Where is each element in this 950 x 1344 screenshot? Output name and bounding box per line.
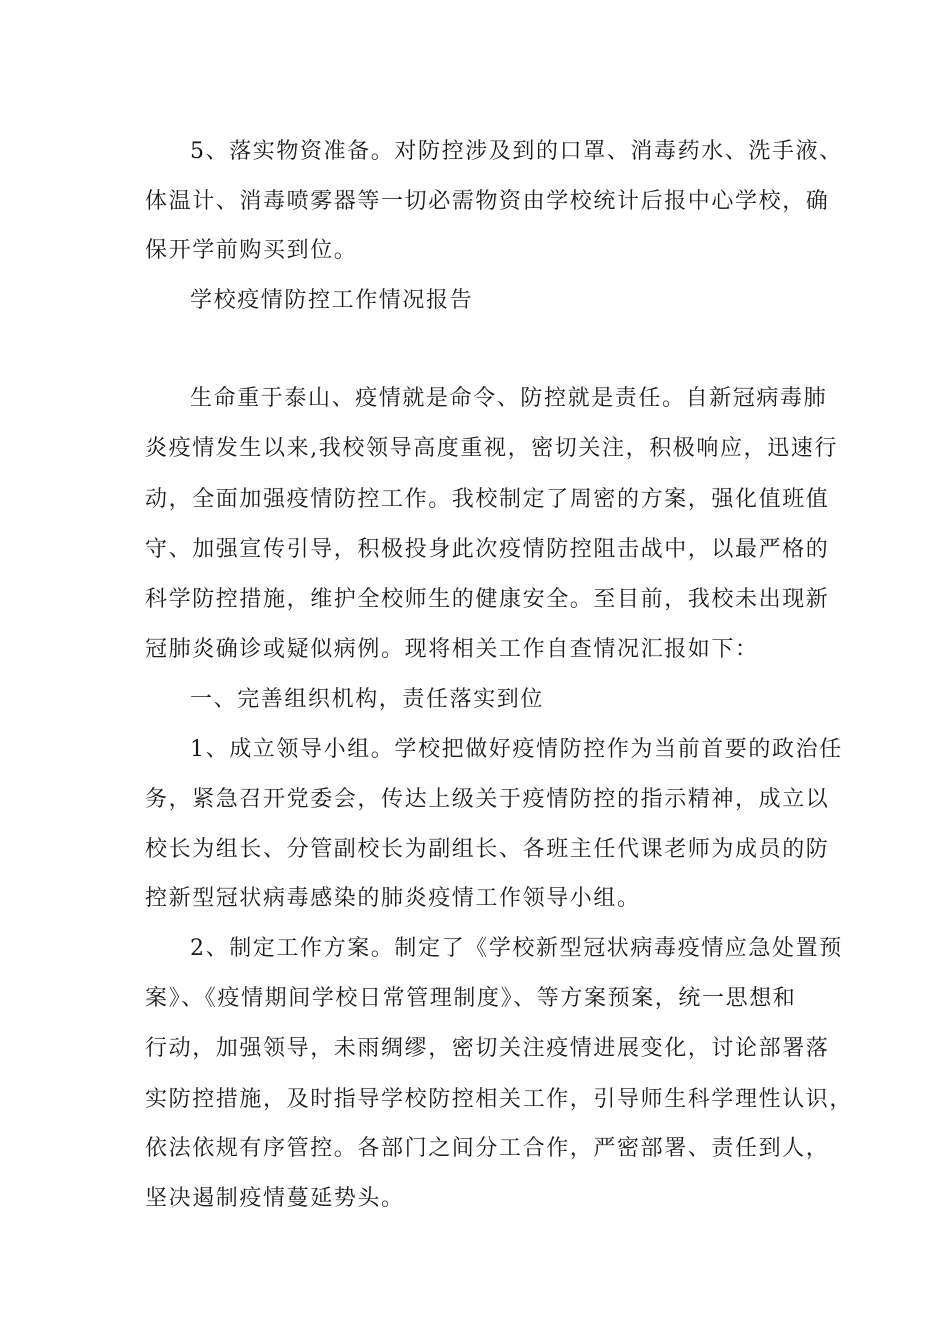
text-line: 生命重于泰山、疫情就是命令、防控就是责任。自新冠病毒肺 bbox=[190, 386, 828, 411]
text-line: 实防控措施，及时指导学校防控相关工作，引导师生科学理性认识， bbox=[145, 1087, 854, 1112]
text-line: 控新型冠状病毒感染的肺炎疫情工作领导小组。 bbox=[145, 886, 641, 911]
text-line: 务，紧急召开党委会，传达上级关于疫情防控的指示精神，成立以 bbox=[145, 787, 830, 812]
text-line: 保开学前购买到位。 bbox=[145, 238, 358, 263]
text-line: 坚决遏制疫情蔓延势头。 bbox=[145, 1186, 405, 1211]
text-line: 冠肺炎确诊或疑似病例。现将相关工作自查情况汇报如下： bbox=[145, 637, 759, 662]
text-line: 动，全面加强疫情防控工作。我校制定了周密的方案，强化值班值 bbox=[145, 487, 830, 512]
text-line: 行动，加强领导，未雨绸缪，密切关注疫情进展变化，讨论部署落 bbox=[145, 1036, 830, 1061]
text-line: 1、成立领导小组。学校把做好疫情防控作为当前首要的政治任 bbox=[190, 737, 843, 762]
report-title: 学校疫情防控工作情况报告 bbox=[190, 288, 474, 313]
text-line: 守、加强宣传引导，积极投身此次疫情防控阻击战中，以最严格的 bbox=[145, 537, 830, 562]
text-line: 科学防控措施，维护全校师生的健康安全。至目前，我校未出现新 bbox=[145, 587, 830, 612]
text-line: 依法依规有序管控。各部门之间分工合作，严密部署、责任到人， bbox=[145, 1136, 830, 1161]
text-line: 体温计、消毒喷雾器等一切必需物资由学校统计后报中心学校，确 bbox=[145, 189, 830, 214]
text-line: 校长为组长、分管副校长为副组长、各班主任代课老师为成员的防 bbox=[145, 837, 830, 862]
section-heading: 一、完善组织机构，责任落实到位 bbox=[190, 687, 545, 712]
text-line: 炎疫情发生以来,我校领导高度重视，密切关注，积极响应，迅速行 bbox=[145, 436, 838, 461]
text-line: 5、落实物资准备。对防控涉及到的口罩、消毒药水、洗手液、 bbox=[190, 139, 843, 164]
text-line: 2、制定工作方案。制定了《学校新型冠状病毒疫情应急处置预 bbox=[190, 936, 843, 961]
text-line: 案》、《疫情期间学校日常管理制度》、等方案预案，统一思想和 bbox=[145, 986, 797, 1011]
